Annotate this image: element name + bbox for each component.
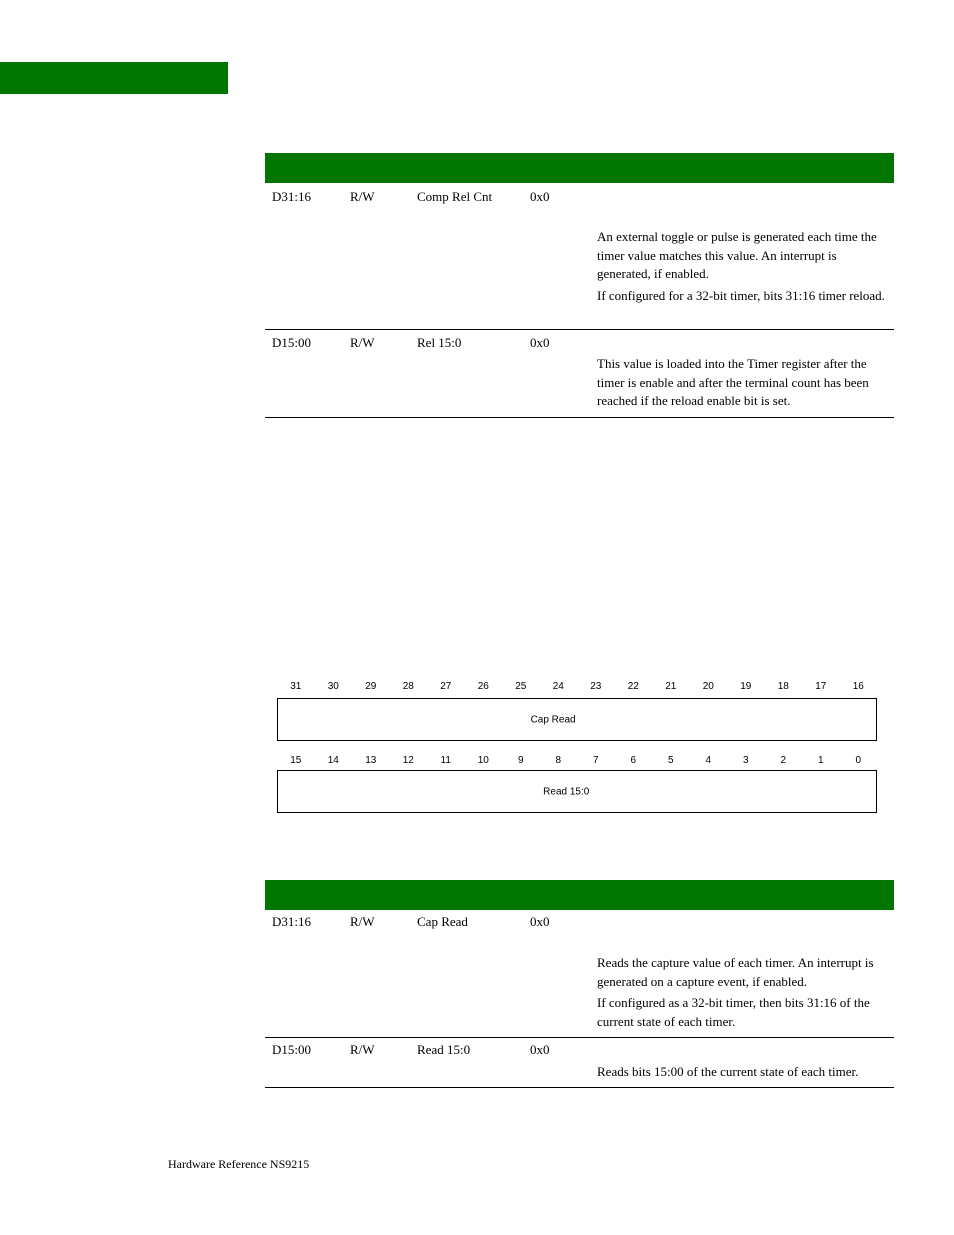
chapter-tab bbox=[0, 62, 228, 94]
mnemonic-cell: Read 15:0 bbox=[417, 1042, 471, 1057]
bit-number: 9 bbox=[517, 755, 524, 766]
register-table-1 bbox=[265, 153, 894, 418]
bit-number: 6 bbox=[630, 755, 637, 766]
bit-number: 4 bbox=[705, 755, 712, 766]
description-cell bbox=[597, 1063, 889, 1085]
bit-number: 30 bbox=[327, 681, 339, 692]
bit-number: 18 bbox=[777, 681, 789, 692]
description-paragraph: If configured for a 32-bit timer, bits 31:16 timer reload. bbox=[597, 287, 885, 303]
table-row bbox=[265, 910, 894, 1038]
bit-number: 25 bbox=[515, 681, 527, 692]
bit-numbers-upper bbox=[277, 680, 877, 694]
bit-number: 5 bbox=[667, 755, 674, 766]
bit-number: 15 bbox=[290, 755, 302, 766]
bit-number: 19 bbox=[740, 681, 752, 692]
table-row bbox=[265, 330, 894, 418]
description-paragraph: This value is loaded into the Timer register after the timer is enable and after the terminal count has been reached if the reload enable bit is set. bbox=[597, 356, 869, 408]
bit-number: 27 bbox=[440, 681, 452, 692]
description-cell bbox=[597, 954, 889, 1034]
access-cell: R/W bbox=[350, 335, 375, 350]
mnemonic-cell: Rel 15:0 bbox=[417, 335, 462, 350]
access-cell: R/W bbox=[350, 1042, 375, 1057]
bit-number: 28 bbox=[402, 681, 414, 692]
bit-number: 12 bbox=[402, 755, 414, 766]
bit-number: 13 bbox=[365, 755, 377, 766]
field-label: Cap Read bbox=[530, 714, 576, 725]
bit-number: 7 bbox=[592, 755, 599, 766]
bit-number: 2 bbox=[780, 755, 787, 766]
reset-cell: 0x0 bbox=[530, 1042, 550, 1057]
bit-number: 0 bbox=[855, 755, 862, 766]
description-paragraph: If configured as a 32-bit timer, then bits 31:16 of the current state of each timer. bbox=[597, 995, 870, 1029]
bit-number: 3 bbox=[742, 755, 749, 766]
bit-number: 10 bbox=[477, 755, 489, 766]
description-paragraph: An external toggle or pulse is generated each time the timer value matches this value. An interrupt is generated, if enabled. bbox=[597, 229, 877, 281]
field-label: Read 15:0 bbox=[543, 786, 590, 797]
bits-cell: D31:16 bbox=[272, 189, 311, 204]
description-paragraph: Reads the capture value of each timer. An interrupt is generated on a capture event, if enabled. bbox=[597, 955, 874, 989]
description-cell bbox=[597, 355, 889, 414]
field-read-15-0 bbox=[277, 770, 877, 813]
bit-number: 24 bbox=[552, 681, 564, 692]
bit-number: 23 bbox=[590, 681, 602, 692]
bits-cell: D31:16 bbox=[272, 914, 311, 929]
bits-cell: D15:00 bbox=[272, 335, 311, 350]
bit-number: 29 bbox=[365, 681, 377, 692]
reset-cell: 0x0 bbox=[530, 189, 550, 204]
table-row bbox=[265, 1038, 894, 1088]
bit-number: 11 bbox=[440, 755, 451, 766]
reset-cell: 0x0 bbox=[530, 335, 550, 350]
register-table-2 bbox=[265, 880, 894, 1088]
bit-number: 1 bbox=[817, 755, 824, 766]
description-cell bbox=[597, 228, 889, 308]
bit-number: 26 bbox=[477, 681, 489, 692]
bit-number: 8 bbox=[555, 755, 562, 766]
mnemonic-cell: Comp Rel Cnt bbox=[417, 189, 493, 204]
field-cap-read bbox=[277, 698, 877, 741]
table-row bbox=[265, 183, 894, 330]
bit-number: 22 bbox=[627, 681, 639, 692]
bit-number: 21 bbox=[665, 681, 677, 692]
bit-number: 17 bbox=[815, 681, 827, 692]
bit-number: 31 bbox=[290, 681, 302, 692]
page-footer: Hardware Reference NS9215 bbox=[168, 1157, 310, 1171]
bit-number: 20 bbox=[702, 681, 714, 692]
access-cell: R/W bbox=[350, 189, 375, 204]
mnemonic-cell: Cap Read bbox=[417, 914, 468, 929]
reset-cell: 0x0 bbox=[530, 914, 550, 929]
bits-cell: D15:00 bbox=[272, 1042, 311, 1057]
bit-number: 16 bbox=[852, 681, 864, 692]
bit-numbers-lower bbox=[277, 754, 877, 768]
access-cell: R/W bbox=[350, 914, 375, 929]
bit-number: 14 bbox=[327, 755, 339, 766]
table-header-bar bbox=[265, 153, 894, 183]
description-paragraph: Reads bits 15:00 of the current state of each timer. bbox=[597, 1064, 859, 1079]
table-header-bar bbox=[265, 880, 894, 910]
